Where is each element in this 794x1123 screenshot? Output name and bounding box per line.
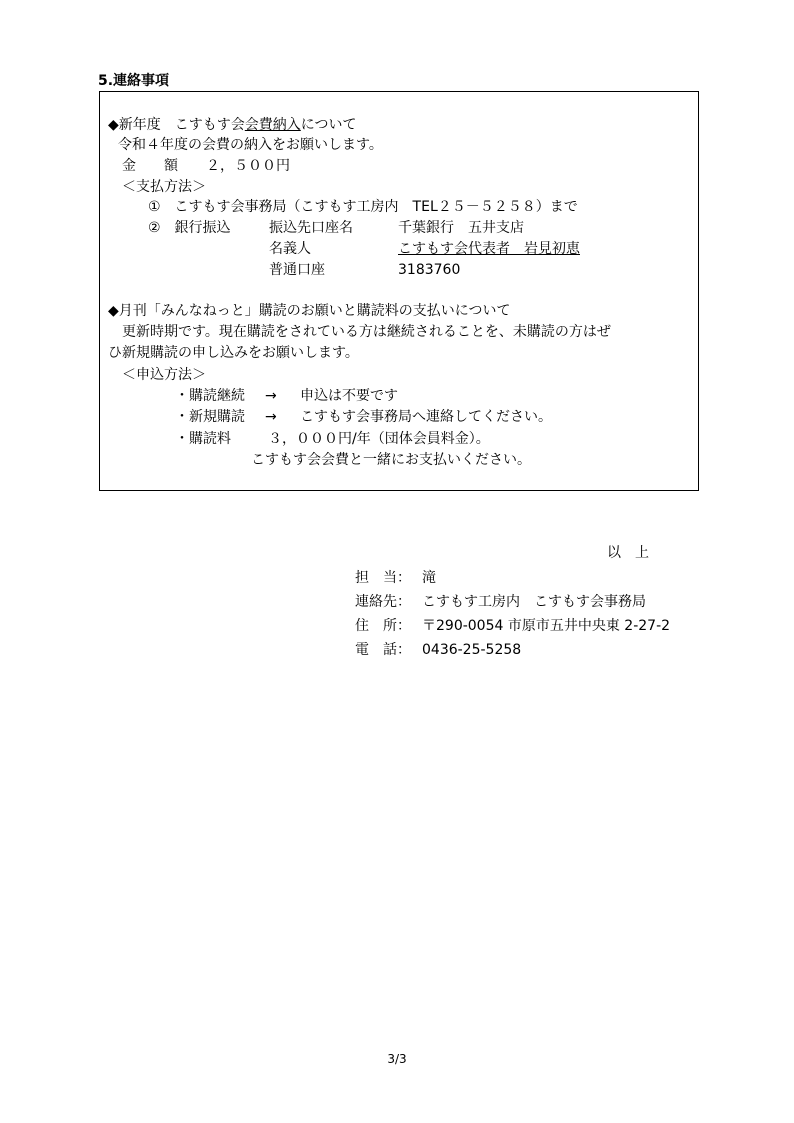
payment-option-2-label: ② 銀行振込 xyxy=(148,220,231,236)
bank-value-holder: こすもす会代表者 岩見初恵 xyxy=(398,241,580,257)
method-text-fee: ３，０００円/年（団体会員料金）。 xyxy=(268,431,490,447)
fee-heading xyxy=(108,116,357,134)
newsletter-note: こすもす会会費と一緒にお支払いください。 xyxy=(251,452,531,468)
contact-value-address: 〒290-0054 市原市五井中央東 2-27-2 xyxy=(422,618,671,634)
fee-heading-prefix: ◆新年度 こすもす会 xyxy=(108,117,245,133)
method-label-new: ・新規購読 xyxy=(175,409,245,425)
fee-heading-suffix: について xyxy=(300,117,357,133)
fee-line1: 令和４年度の会費の納入をお願いします。 xyxy=(118,137,383,153)
section-title: 5.連絡事項 xyxy=(98,73,170,89)
closing-mark: 以 上 xyxy=(607,545,649,561)
contact-value-person: 滝 xyxy=(422,570,436,586)
application-method-heading: ＜申込方法＞ xyxy=(122,367,206,383)
method-label-continue: ・購読継続 xyxy=(175,388,245,404)
amount-value: ２，５００円 xyxy=(206,158,290,174)
bank-label-holder: 名義人 xyxy=(269,241,311,257)
method-text-continue: 申込は不要です xyxy=(300,388,398,404)
payment-method-heading: ＜支払方法＞ xyxy=(122,179,206,195)
fee-heading-underlined: 会費納入 xyxy=(244,117,301,133)
method-arrow-new: → xyxy=(265,409,277,425)
method-label-fee: ・購読料 xyxy=(175,431,231,447)
method-text-new: こすもす会事務局へ連絡してください。 xyxy=(300,409,552,425)
newsletter-line2: ひ新規購読の申し込みをお願いします。 xyxy=(108,345,359,361)
contact-value-phone: 0436-25-5258 xyxy=(422,642,522,658)
newsletter-line1: 更新時期です。現在購読をされている方は継続されることを、未購読の方はぜ xyxy=(122,324,611,340)
page-number: 3/3 xyxy=(387,1052,407,1066)
newsletter-heading: ◆月刊「みんなねっと」購読のお願いと購読料の支払いについて xyxy=(108,303,511,319)
contact-label-address: 住 所： xyxy=(355,618,411,634)
bank-value-account-number: 3183760 xyxy=(398,262,461,278)
amount-label: 金 額 xyxy=(122,158,178,174)
method-arrow-continue: → xyxy=(265,388,277,404)
contact-label-phone: 電 話： xyxy=(355,642,411,658)
bank-label-account-number: 普通口座 xyxy=(269,262,325,278)
contact-label-person: 担 当： xyxy=(355,570,411,586)
bank-label-account-name: 振込先口座名 xyxy=(269,220,353,236)
contact-label-office: 連絡先： xyxy=(355,594,411,610)
bank-value-account-name: 千葉銀行 五井支店 xyxy=(398,220,524,236)
contact-value-office: こすもす工房内 こすもす会事務局 xyxy=(422,594,646,610)
payment-option-1: ① こすもす会事務局（こすもす工房内 TEL２５－５２５８）まで xyxy=(148,199,578,215)
